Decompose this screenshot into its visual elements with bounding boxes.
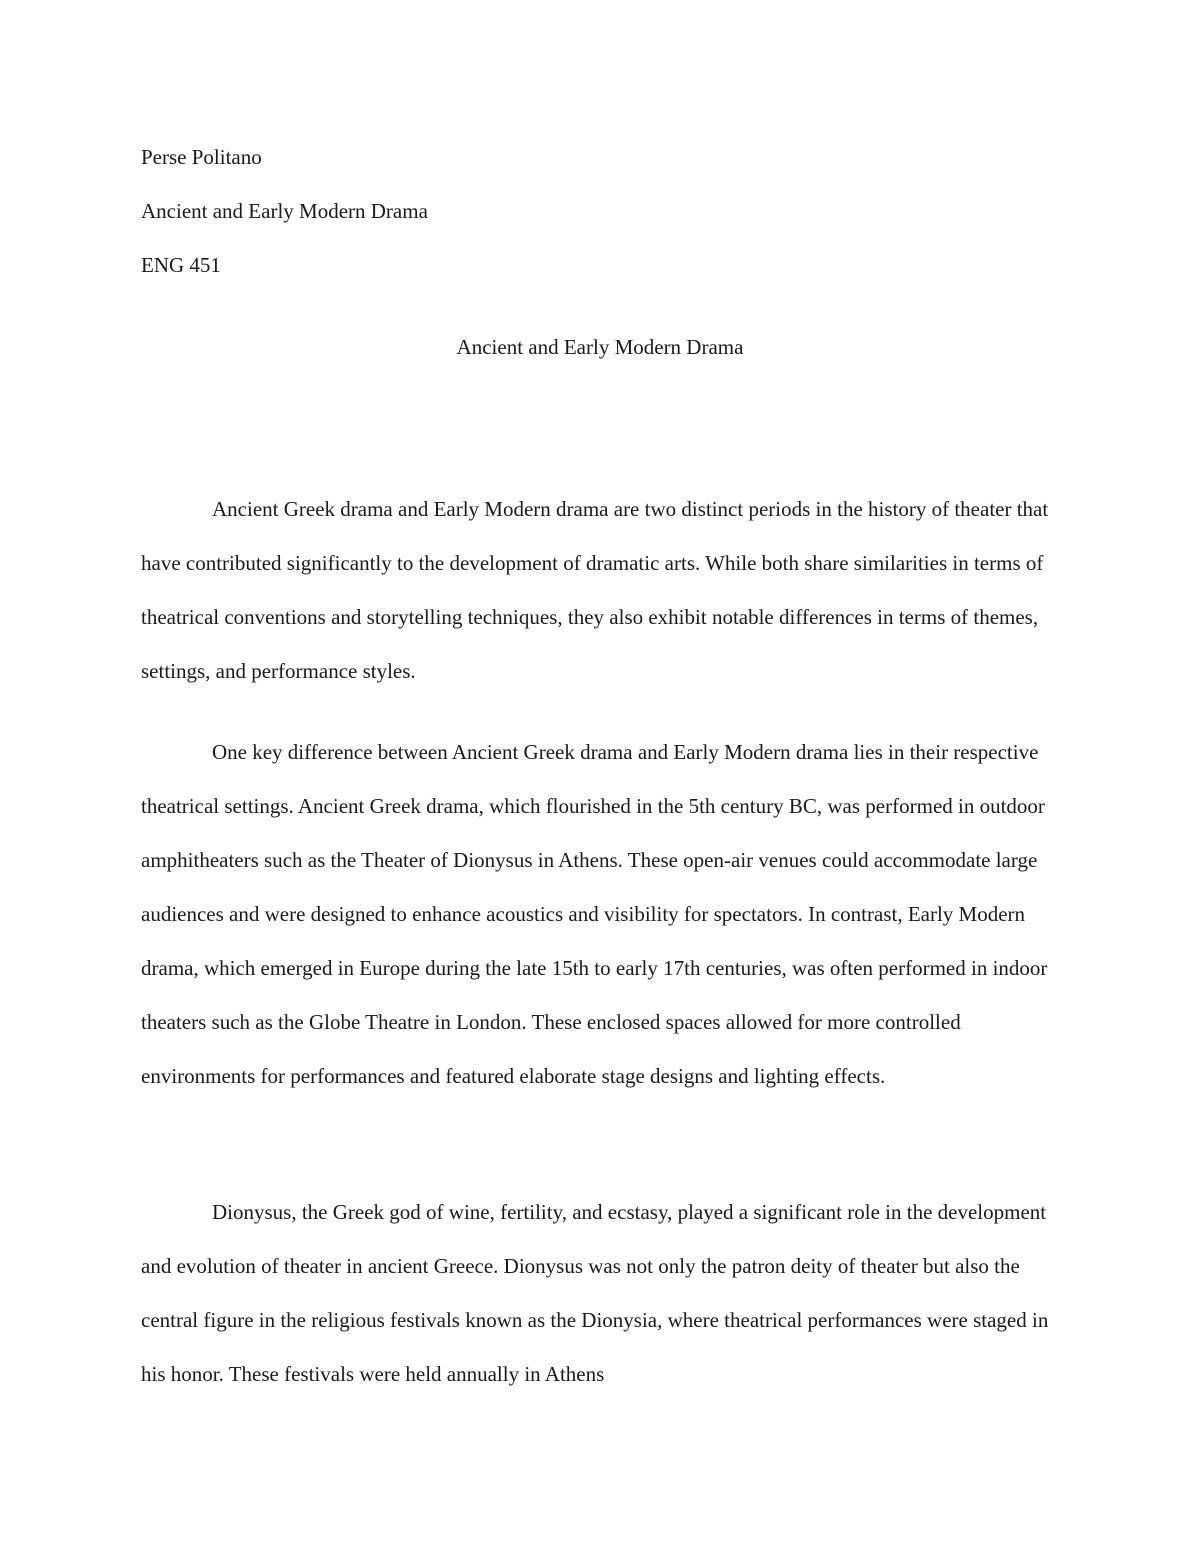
course-name: Ancient and Early Modern Drama xyxy=(141,199,428,223)
paragraph-2: One key difference between Ancient Greek drama and Early Modern drama lies in their respective theatrical settings. Ancient Greek drama, which flourished in the 5th century BC, was performed in outdoor amphitheaters such as the Theater of Dionysus in Athens. These open-air venues could accommodate large audiences and were designed to enhance acoustics and visibility for spectators. In contrast, Early Modern drama, which emerged in Europe during the late 15th to early 17th centuries, was often performed in indoor theaters such as the Globe Theatre in London. These enclosed spaces allowed for more controlled environments for performances and featured elaborate stage designs and lighting effects. xyxy=(141,740,1048,1088)
course-code: ENG 451 xyxy=(141,253,221,277)
paragraph-1: Ancient Greek drama and Early Modern drama are two distinct periods in the history of theater that have contributed significantly to the development of dramatic arts. While both share similarities in terms of theatrical conventions and storytelling techniques, they also exhibit notable differences in terms of themes, settings, and performance styles. xyxy=(141,497,1049,683)
paragraph-3: Dionysus, the Greek god of wine, fertility, and ecstasy, played a significant role in the development and evolution of theater in ancient Greece. Dionysus was not only the patron deity of theater but also the central figure in the religious festivals known as the Dionysia, where theatrical performances were staged in his honor. These festivals were held annually in Athens xyxy=(141,1200,1049,1386)
author-name: Perse Politano xyxy=(141,145,262,169)
page-title: Ancient and Early Modern Drama xyxy=(456,335,744,359)
